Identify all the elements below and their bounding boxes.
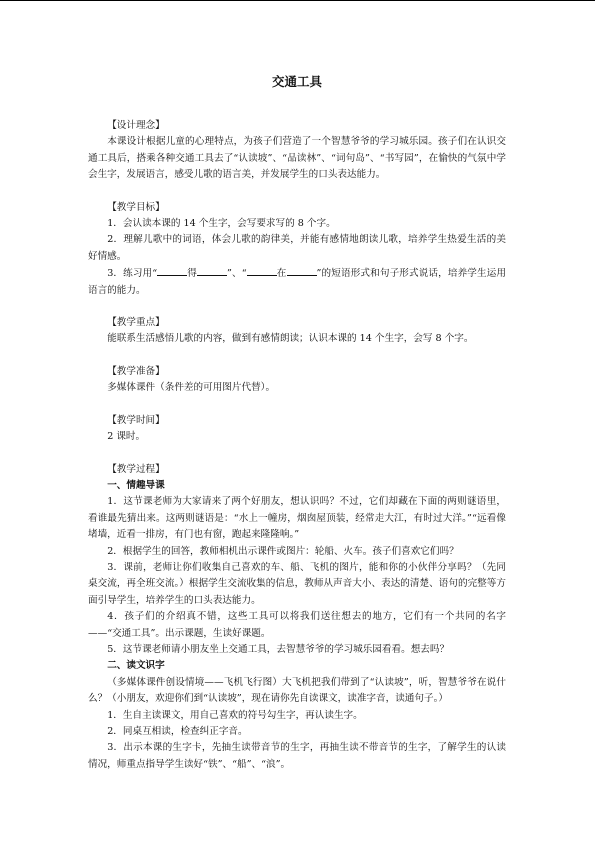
part1-subheading: 一、情趣导课 [107,479,165,491]
fill-blank-line [287,265,317,276]
prep-text: 多媒体课件（条件差的可用图片代替）。 [107,382,276,394]
time-section [88,413,506,446]
part1-item-3: 3．课前，老师让你们收集自己喜欢的车、船、飞机的图片，能和你的小伙伴分享吗？（先同桌交流，再全班交流。）根据学生交流收集的信息，教师从声音大小、表达的清楚、语句的完整等方面引导学生，培养学生的口头表达能力。 [88,561,506,606]
fill-blank-line [157,265,187,276]
time-heading: 【教学时间】 [107,414,165,426]
time-text: 2 课时。 [107,431,146,443]
part2-intro: （多媒体课件创设情境——飞机飞行图）大飞机把我们带到了“认读坡”，听，智慧爷爷在说什么？（小朋友，欢迎你们到“认读坡”，现在请你先自读课文，读准字音，读通句子。） [88,676,506,705]
part1-item-4: 4．孩子们的介绍真不错，这些工具可以将我们送往想去的地方，它们有一个共同的名字——“交通工具”。出示课题，生读好课题。 [88,611,506,639]
prep-heading: 【教学准备】 [107,365,165,377]
part2-item-1: 1．生自主读课文，用自己喜欢的符号勾生字，再认读生字。 [107,709,363,721]
process-section [88,462,506,774]
goals-heading: 【教学目标】 [107,201,165,213]
document-page [88,74,506,789]
goal-item-2: 2．理解儿歌中的词语，体会儿歌的韵律美，并能有感情地朗读儿歌，培养学生热爱生活的美好情感。 [88,234,506,262]
goal-item-3-suffix: ”的短语形式和句子形式说话，培养学生运用语言的能力。 [88,268,507,296]
goal-item-1: 1．会认读本课的 14 个生字，会写要求写的 8 个字。 [107,218,336,230]
design-section [88,118,506,184]
keypoint-text: 能联系生活感悟儿歌的内容，做到有感情朗读；认识本课的 14 个生字，会写 8 个字。 [107,333,474,345]
goal-item-3-prefix: 3．练习用“ [107,268,158,280]
keypoint-section [88,315,506,348]
prep-section [88,364,506,397]
part2-item-3: 3．出示本课的生字卡，先抽生读带音节的生字，再抽生读不带音节的生字，了解学生的认读情况，师重点指导学生读好“铁”、“船”、“浪”。 [88,742,506,770]
part2-subheading: 二、读文识字 [107,660,165,672]
goal-item-3 [88,265,506,299]
fill-blank-line [247,265,277,276]
design-paragraph: 本课设计根据儿童的心理特点，为孩子们营造了一个智慧爷爷的学习城乐园。孩子们在认识交通工具后，搭乘各种交通工具去了“认读坡”、“品读林”、“词句岛”、“书写园”，在愉快的气氛中学会生字，发展语言，感受儿歌的语言美，并发展学生的口头表达能力。 [88,136,506,181]
part1-item-2: 2．根据学生的回答，教师相机出示课件或图片：轮船、火车。孩子们喜欢它们吗？ [107,545,459,557]
document-title: 交通工具 [271,74,322,89]
part1-item-5: 5．这节课老师请小朋友坐上交通工具，去智慧爷爷的学习城乐园看看。想去吗？ [107,643,450,655]
goal-item-3-mid1: 得 [187,268,198,280]
keypoint-heading: 【教学重点】 [107,317,165,329]
design-heading: 【设计理念】 [107,120,165,131]
top-border-line [0,0,595,1]
part2-item-2: 2．同桌互相读，检查纠正字音。 [107,726,248,737]
goal-item-3-mid2: ”、“ [227,268,247,280]
goals-section [88,200,506,299]
fill-blank-line [197,265,227,276]
process-heading: 【教学过程】 [107,463,165,475]
goal-item-3-mid3: 在 [276,268,287,280]
part1-item-1: 1．这节课老师为大家请来了两个好朋友，想认识吗？不过，它们却藏在下面的两则谜语里，看谁最先猜出来。这两则谜语是：“水上一幢房，烟囱屋顶装，经常走大江，有时过大洋。”“远看像堵墙，近看一排房，有门也有窗，跑起来隆隆响。” [88,496,506,541]
